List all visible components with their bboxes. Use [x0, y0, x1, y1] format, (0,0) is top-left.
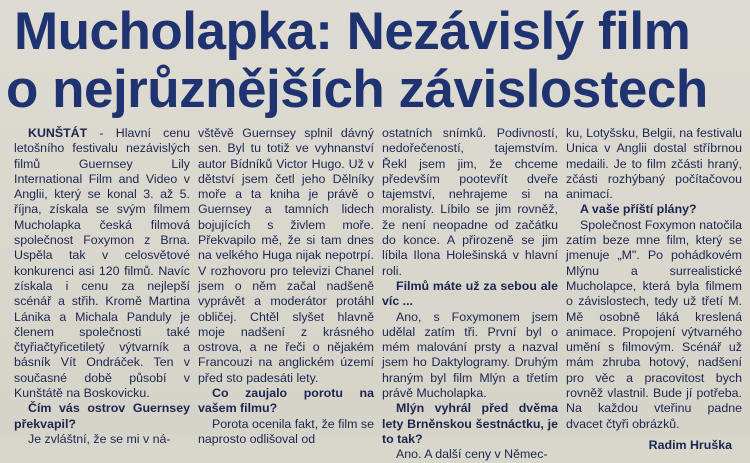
article-column-1: [14, 126, 190, 446]
answer-2-cont: ostatních snímků. Podivností, nedořečeností, tajemstvím. Řekl jsem jim, že chceme především pootevřít dveře tajemství, nehrajeme si na moralisty. Líbilo se jim rovněž, že není neopadne od začátku do konce. A přirozeně se jim líbila Ilona Holešinská v hlavní roli.: [382, 126, 558, 278]
lead-text: - Hlavní cenu letošního festivalu nezávislých filmů Guernsey Lily International Film and Video v Anglii, který se konal 3. až 5. října, získala se svým filmem Mucholapka česká filmová společnost Foxymon z Brna. Uspěla tak v celosvětové konkurenci asi 120 filmů. Navíc získala i cenu za nejlepší scénář a střih. Kromě Martina Lánika a Michala Panduly je členem společnosti také čtyřiačtyřicetiletý výtvarník a básník Vít Ondráček. Ten v současné době působí v Kunštátě na Boskovicku.: [14, 126, 190, 401]
headline-line-2: o nejrůznějších závislostech: [6, 60, 708, 119]
answer-2-start: Porota ocenila fakt, že film se naprosto odlišoval od: [198, 416, 374, 446]
question-2: Co zaujalo porotu na vašem filmu?: [198, 386, 374, 416]
answer-1-cont: vštěvě Guernsey splnil dávný sen. Byl tu totiž ve vyhnanství autor Bídníků Victor Hugo. Už v dětství jsem četl jeho Dělníky moře a ta kniha je právě o Guernsey a tamních lidech bojujících s živlem moře. Překvapilo mě, že si tam dnes na velkého Huga nijak nepotrpí. V rozhovoru pro televizi Chanel jsem o něm začal nadšeně vyprávět a moderátor protáhl obličej. Chtěl slyšet hlavně moje nadšení z krásného ostrova, a ne řeči o nějakém Francouzi na anglickém území před sto padesáti lety.: [198, 126, 374, 385]
question-1: Čím vás ostrov Guernsey překvapil?: [14, 401, 190, 431]
headline-line-1: Mucholapka: Nezávislý film: [14, 2, 691, 61]
article-column-3: [382, 126, 558, 462]
answer-1-start: Je zvláštní, že se mi v ná-: [28, 431, 171, 446]
question-3: Filmů máte už za sebou ale víc ...: [382, 278, 558, 309]
article-column-2: [198, 126, 374, 446]
answer-4-cont: ku, Lotyšsku, Belgii, na festivalu Unica v Anglii dostal stříbrnou medaili. Je to film zčásti hraný, zčásti rozhýbaný počítačovou animací.: [566, 126, 742, 202]
author-byline: Radim Hruška: [648, 437, 732, 452]
dateline: KUNŠTÁT: [28, 126, 88, 140]
question-5: A vaše příští plány?: [580, 202, 697, 217]
article-body: [14, 126, 742, 462]
answer-4-start: Ano. A další ceny v Němec-: [396, 447, 548, 462]
answer-3: Ano, s Foxymonem jsem udělal zatím tři. První byl o mém malování prsty a nazval jsem ho Daktylogramy. Druhým hraným byl film Mlýn a třetím právě Mucholapka.: [382, 309, 558, 401]
lead-paragraph: [14, 126, 190, 401]
question-4: Mlýn vyhrál před dvěma lety Brněnskou šestnáctku, je to tak?: [382, 401, 558, 446]
answer-5: Společnost Foxymon natočila zatím beze mne film, který se jmenuje „M". Po pohádkovém Mlýnu a surrealistické Mucholapce, která byla filmem o závislostech, tedy už třetí M. Mě osobně láká kreslená animace. Propojení výtvarného umění s filmovým. Scénář už mám zhruba hotový, nadšení pro věc a pracovitost bych rovněž vlastnil. Bude jí potřeba. Na každou vteřinu padne dvacet čtyři obrázků.: [566, 217, 742, 431]
article-column-4: [566, 126, 742, 452]
